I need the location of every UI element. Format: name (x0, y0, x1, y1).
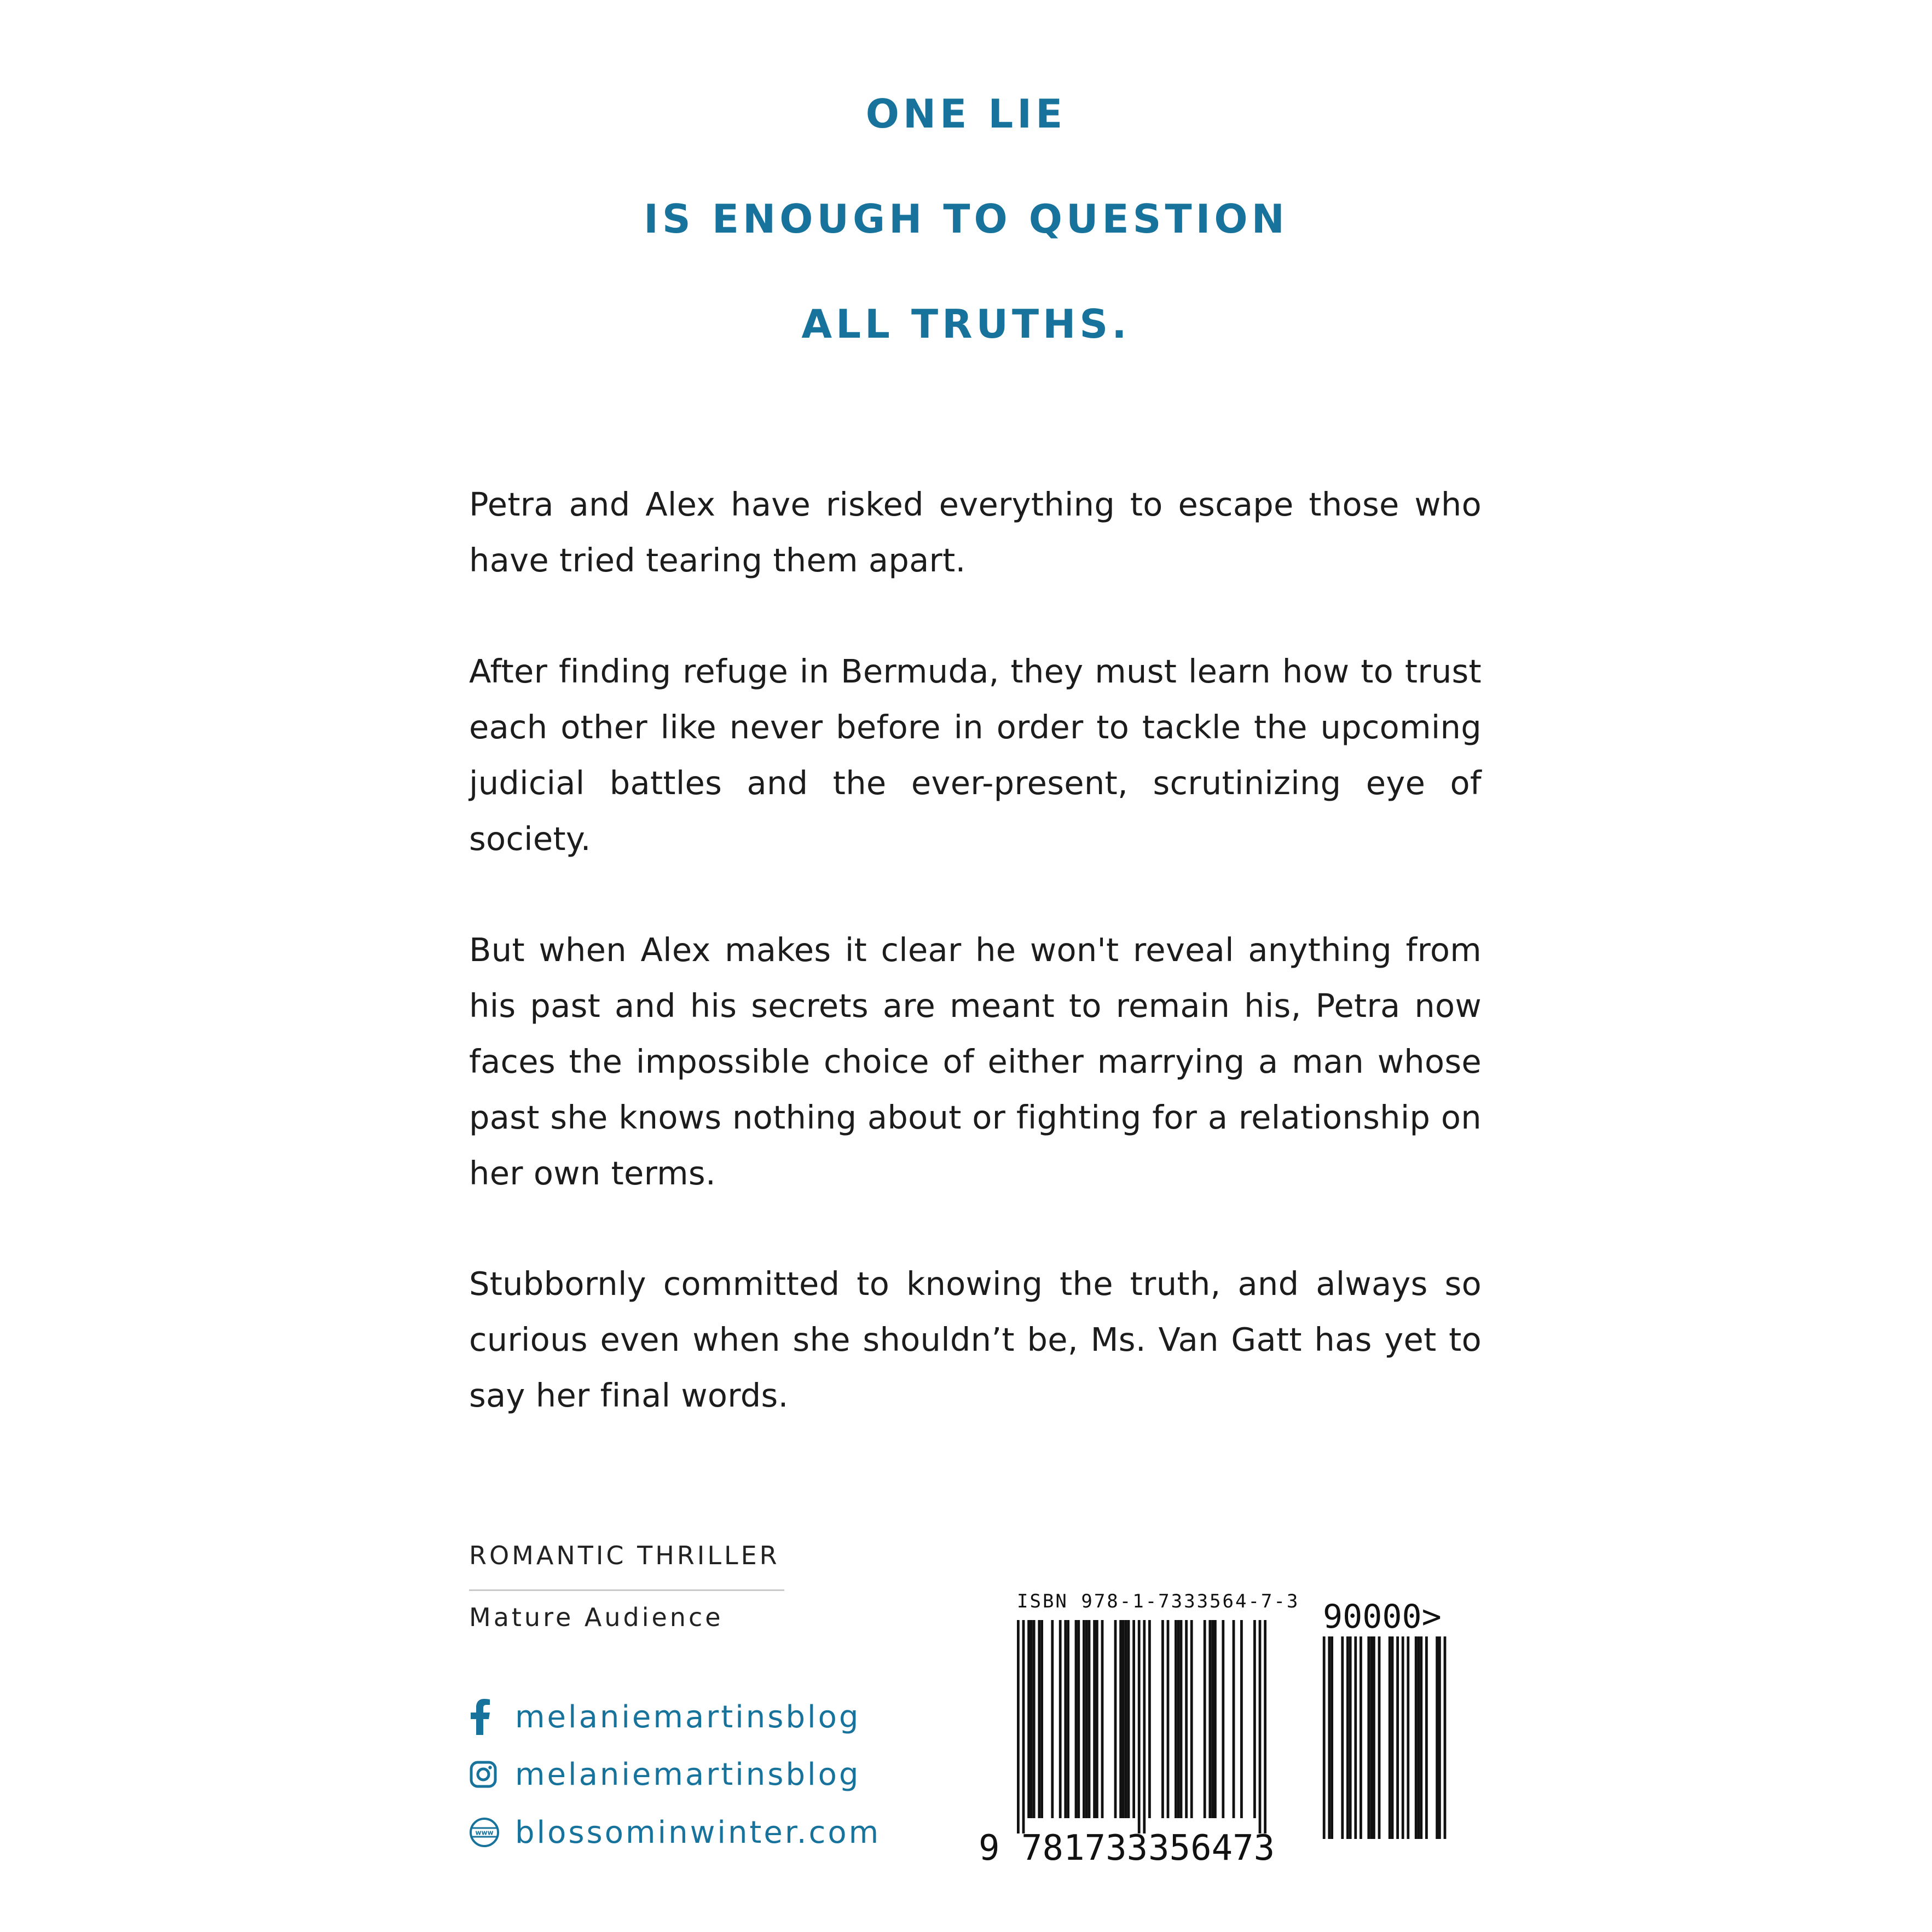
barcode-bar (1233, 1620, 1235, 1818)
social-facebook[interactable] (469, 1698, 860, 1736)
barcode-lead-digit: 9 (979, 1828, 1000, 1866)
addon-bar (1436, 1636, 1438, 1839)
blurb-paragraph-1: Petra and Alex have risked everything to escape those who have tried tearing them apart. (469, 485, 1482, 579)
barcode-bar (1083, 1620, 1085, 1818)
barcode-bar (1122, 1620, 1125, 1818)
addon-bar (1354, 1636, 1357, 1839)
genre-label: ROMANTIC THRILLER (469, 1541, 780, 1570)
barcode-bar (1208, 1620, 1211, 1818)
barcode-bar (1085, 1620, 1088, 1818)
barcode-bar (1177, 1620, 1180, 1818)
barcode-bar (1075, 1620, 1078, 1818)
barcode-left-digits: 781733 (1021, 1828, 1148, 1866)
barcode-bar (1143, 1620, 1146, 1833)
www-globe-icon (469, 1814, 502, 1850)
barcode-bar (1190, 1620, 1193, 1818)
addon-bar (1328, 1636, 1331, 1839)
barcode-bar (1064, 1620, 1067, 1818)
addon-bar (1389, 1636, 1391, 1839)
instagram-handle[interactable]: melaniemartinsblog (515, 1756, 861, 1792)
tagline-line-2: IS ENOUGH TO QUESTION (644, 196, 1288, 242)
addon-bar (1396, 1636, 1399, 1839)
addon-bar (1323, 1636, 1326, 1839)
barcode-bar (1101, 1620, 1104, 1818)
barcode-bar (1204, 1620, 1206, 1818)
barcode-bar (1114, 1620, 1117, 1818)
barcode-bar (1040, 1620, 1043, 1818)
addon-bar (1415, 1636, 1418, 1839)
addon-bar (1438, 1636, 1441, 1839)
barcode-bar (1017, 1620, 1020, 1833)
addon-bar (1360, 1636, 1362, 1839)
barcode-bar (1067, 1620, 1069, 1818)
audience-label: Mature Audience (469, 1603, 724, 1632)
barcode-bar (1240, 1620, 1243, 1818)
barcode-bar (1222, 1620, 1224, 1818)
instagram-icon (469, 1756, 502, 1792)
genre-divider (469, 1589, 784, 1591)
barcode-bar (1088, 1620, 1091, 1818)
barcode-bar (1077, 1620, 1080, 1818)
barcode-bar (1033, 1620, 1036, 1818)
social-instagram[interactable] (469, 1755, 860, 1794)
barcode-bar (1119, 1620, 1122, 1818)
addon-bar (1444, 1636, 1447, 1839)
barcode-bar (1093, 1620, 1096, 1818)
blurb-paragraph-2: After finding refuge in Bermuda, they must learn how to trust each other like never before in order to tackle the upcoming judicial battles and the ever-present, scrutinizing eye of society. (469, 652, 1482, 858)
addon-bar (1402, 1636, 1404, 1839)
addon-bar (1425, 1636, 1428, 1839)
barcode-bar (1167, 1620, 1170, 1818)
isbn-label: ISBN 978-1-7333564-7-3 (1017, 1590, 1300, 1612)
addon-bar (1378, 1636, 1381, 1839)
facebook-handle[interactable]: melaniemartinsblog (515, 1699, 861, 1735)
barcode-right-digits: 356473 (1148, 1828, 1275, 1866)
barcode-bar (1175, 1620, 1177, 1818)
addon-bar (1370, 1636, 1373, 1839)
barcode-bar (1264, 1620, 1266, 1833)
addon-bar (1346, 1636, 1349, 1839)
barcode-bar (1214, 1620, 1217, 1818)
addon-bar (1407, 1636, 1409, 1839)
addon-bar (1418, 1636, 1420, 1839)
barcode-price-code: 90000> (1323, 1598, 1442, 1636)
tagline-line-3: ALL TRUTHS. (801, 301, 1131, 347)
barcode-bar (1148, 1620, 1151, 1818)
addon-bar (1331, 1636, 1333, 1839)
addon-bar (1391, 1636, 1394, 1839)
barcode-bar (1253, 1620, 1256, 1818)
isbn-barcode (974, 1582, 1494, 1866)
website-url[interactable]: blossominwinter.com (515, 1814, 881, 1850)
barcode-bar (1259, 1620, 1262, 1833)
barcode-bar (1132, 1620, 1135, 1818)
social-website[interactable] (469, 1813, 881, 1852)
addon-bar (1420, 1636, 1422, 1839)
barcode-bar (1180, 1620, 1183, 1818)
addon-bar (1373, 1636, 1375, 1839)
addon-bar (1367, 1636, 1370, 1839)
svg-text:www: www (475, 1829, 494, 1837)
barcode-bar (1125, 1620, 1127, 1818)
barcode-bar (1211, 1620, 1214, 1818)
barcode-bar (1027, 1620, 1030, 1818)
blurb-paragraph-4: Stubbornly committed to knowing the truth, and always so curious even when she shouldn’t be, Ms. Van Gatt has yet to say her final words. (469, 1265, 1482, 1414)
barcode-bar (1096, 1620, 1098, 1818)
barcode-bar (1022, 1620, 1025, 1833)
addon-bar (1341, 1636, 1344, 1839)
facebook-icon (469, 1699, 502, 1735)
barcode-bar (1138, 1620, 1141, 1833)
barcode-bar (1038, 1620, 1040, 1818)
blurb-paragraph-3: But when Alex makes it clear he won't reveal anything from his past and his secrets are meant to remain his, Petra now faces the impossible choice of either marrying a man whose past she knows nothing about or fighting for a relationship on her own terms. (469, 931, 1482, 1192)
addon-bar (1349, 1636, 1352, 1839)
barcode-bar (1185, 1620, 1188, 1818)
barcode-bar (1161, 1620, 1164, 1818)
tagline-line-1: ONE LIE (865, 91, 1067, 137)
barcode-bar (1059, 1620, 1062, 1818)
barcode-bar (1127, 1620, 1130, 1818)
barcode-bar (1051, 1620, 1054, 1818)
barcode-bar (1030, 1620, 1033, 1818)
